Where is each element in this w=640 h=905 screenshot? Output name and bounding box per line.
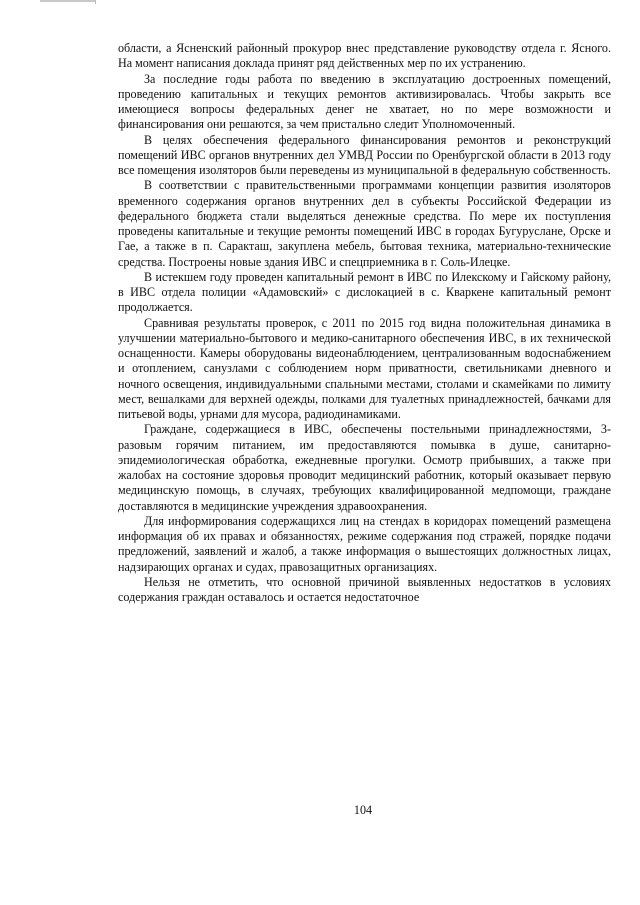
scan-artifact-tick (95, 0, 96, 4)
paragraph-renovations: За последние годы работа по введению в эксплуатацию достроенных помещений, проведению капитальных и текущих ремонтов активизировалась. Чтобы закрыть все имеющиеся вопросы федеральных денег не хватает, но по мере возможности и финансирования они решаются, за чем пристально следит Уполномоченный. (118, 71, 611, 132)
paragraph-government-programs: В соответствии с правительственными программами концепции развития изоляторов временного содержания органов внутренних дел в субъекты Российской Федерации из федерального бюджета стали выделяться денежные средства. По мере их поступления проведены капитальные и текущие ремонты помещений ИВС в городах Бугуруслане, Орске и Гае, а также в п. Саракташ, закуплена мебель, бытовая техника, материально-технические средства. Построены новые здания ИВС и спецприемника в г. Соль-Илецке. (118, 178, 611, 269)
paragraph-information-stands: Для информирования содержащихся лиц на стендах в коридорах помещений размещена информация об их правах и обязанностях, режиме содержания под стражей, порядке подачи предложений, заявлений и жалоб, а также информация о вышестоящих должностных лицах, надзирающих органах и судах, правозащитных организациях. (118, 513, 611, 574)
paragraph-federal-funding: В целях обеспечения федерального финансирования ремонтов и реконструкций помещений ИВС органов внутренних дел УМВД России по Оренбургской области в 2013 году все помещения изоляторов были переведены из муниципальной в федеральную собственность. (118, 132, 611, 177)
document-body (118, 41, 611, 605)
paragraph-continuation: области, а Ясненский районный прокурор внес представление руководству отдела г. Ясного. На момент написания доклада принят ряд действенных мер по их устранению. (118, 41, 611, 71)
scan-artifact (40, 0, 96, 2)
paragraph-main-cause: Нельзя не отметить, что основной причиной выявленных недостатков в условиях содержания граждан оставалось и остается недостаточное (118, 574, 611, 604)
paragraph-inspection-results: Сравнивая результаты проверок, с 2011 по 2015 год видна положительная динамика в улучшении материально-бытового и медико-санитарного обеспечения ИВС, в их технической оснащенности. Камеры оборудованы видеонаблюдением, централизованным водоснабжением и отоплением, санузлами с соблюдением норм приватности, светильниками дневного и ночного освещения, индивидуальными спальными местами, столами и скамейками по лимиту мест, вешалками для верхней одежды, полками для туалетных принадлежностей, бачками для питьевой воды, урнами для мусора, радиодинамиками. (118, 315, 611, 421)
paragraph-detainee-provisions: Граждане, содержащиеся в ИВС, обеспечены постельными принадлежностями, 3-разовым горячим питанием, им предоставляются помывка в душе, санитарно-эпидемиологическая обработка, ежедневные прогулки. Осмотр прибывших, а также при жалобах на состояние здоровья проводит медицинский работник, который оказывает первую медицинскую помощь, в случаях, требующих квалифицированной медпомощи, граждане доставляются в медицинские учреждения здравоохранения. (118, 422, 611, 513)
paragraph-capital-repair: В истекшем году проведен капитальный ремонт в ИВС по Илекскому и Гайскому району, в ИВС отдела полиции «Адамовский» с дислокацией в с. Кваркене капитальный ремонт продолжается. (118, 269, 611, 315)
page-number: 104 (353, 803, 373, 817)
